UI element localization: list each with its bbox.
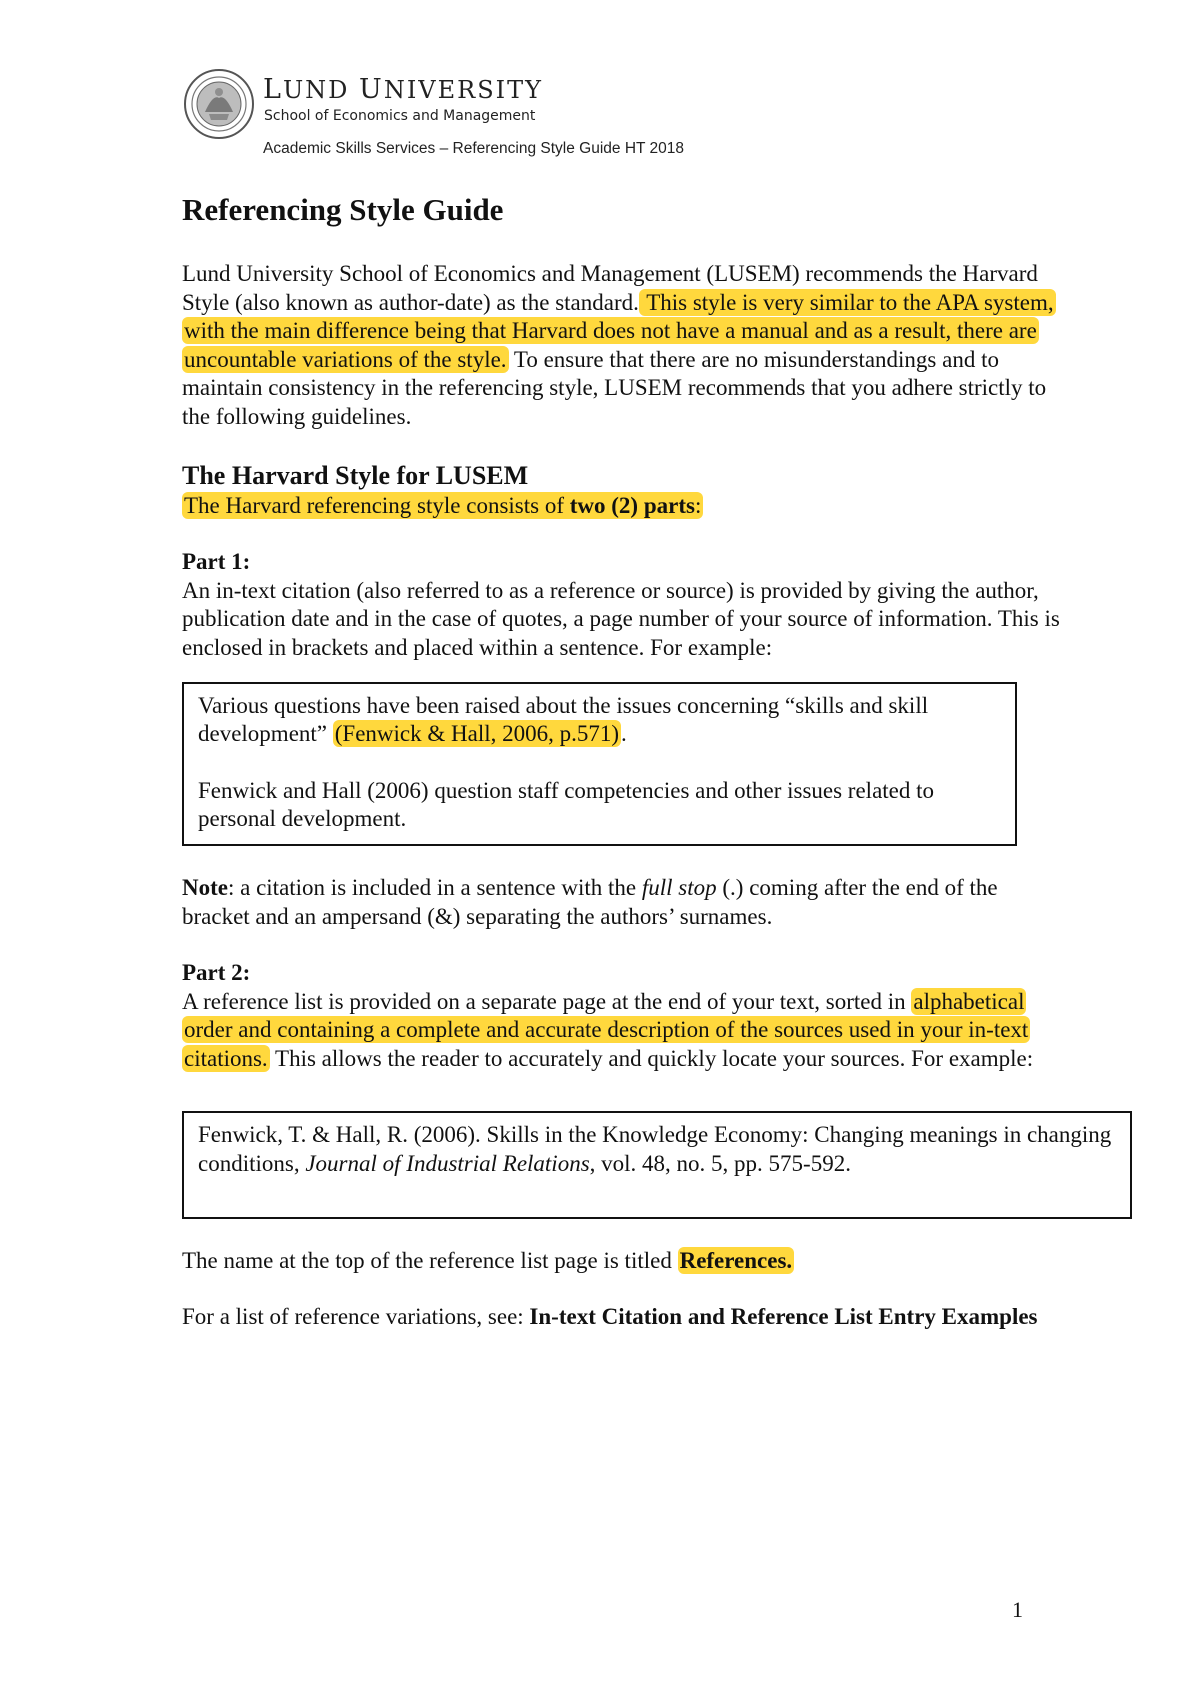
highlight: (Fenwick & Hall, 2006, p.571): [334, 721, 620, 747]
part1-heading: Part 1:: [182, 549, 251, 575]
references-title-note: The name at the top of the reference list page is titled References.: [182, 1247, 793, 1273]
highlight: The Harvard referencing style consists of two (2) parts:: [184, 492, 702, 518]
running-header: Academic Skills Services – Referencing Style Guide HT 2018: [263, 140, 684, 157]
in-text-example-box: [182, 682, 1017, 846]
university-name: LUND UNIVERSITY: [263, 74, 543, 105]
section-lead: [182, 492, 1062, 521]
university-seal-icon: [183, 68, 255, 140]
highlight: References.: [679, 1247, 793, 1273]
reference-example-box: [182, 1111, 1132, 1218]
part1-text: An in-text citation (also referred to as a reference or source) is provided by giving the author, publication date and in the case of quotes, a page number of your source of information. This is enclosed in brackets and placed within a sentence. For example:: [182, 577, 1060, 660]
note-paragraph: Note: a citation is included in a sentence with the full stop (.) coming after the end of the bracket and an ampersand (&) separating the authors’ surnames.: [182, 874, 998, 929]
highlight: alphabetical order and containing a complete and accurate description of the sources used in your in-text citations.: [184, 988, 1029, 1071]
main-content: [182, 190, 1112, 1332]
section-heading: The Harvard Style for LUSEM: [182, 460, 529, 490]
examples-reference: In-text Citation and Reference List Entry Examples: [529, 1304, 1038, 1330]
highlight: This style is very similar to the APA system, with the main difference being that Harvard does not have a manual and as a result, there are uncountable variations of the style.: [184, 289, 1054, 372]
part2-heading: Part 2:: [182, 960, 251, 986]
school-name: School of Economics and Management: [264, 108, 536, 124]
variations-link-line: For a list of reference variations, see: In-text Citation and Reference List Entry Examples: [182, 1304, 1038, 1330]
reference-entry: Fenwick, T. & Hall, R. (2006). Skills in the Knowledge Economy: Changing meanings in changing conditions, Journal of Industrial Relations, vol. 48, no. 5, pp. 575-592.: [198, 1122, 1112, 1177]
example-citation-2: Fenwick and Hall (2006) question staff competencies and other issues related to personal development.: [198, 777, 935, 832]
intro-paragraph: Lund University School of Economics and Management (LUSEM) recommends the Harvard Style (also known as author-date) as the standard. This style is very similar to the APA system, with the main difference being that Harvard does not have a manual and as a result, there are uncountable variations of the style. To ensure that there are no misunderstandings and to maintain consistency in the referencing style, LUSEM recommends that you adhere strictly to the following guidelines.: [182, 261, 1054, 429]
part2-text: A reference list is provided on a separate page at the end of your text, sorted in alphabetical order and containing a complete and accurate description of the sources used in your in-text citations. This allows the reader to accurately and quickly locate your sources. For example:: [182, 988, 1034, 1071]
university-logo: [183, 68, 563, 148]
example-citation-1: Various questions have been raised about the issues concerning “skills and skill development” (Fenwick & Hall, 2006, p.571).: [198, 692, 929, 747]
page-title: Referencing Style Guide: [182, 192, 504, 227]
page-number: 1: [1012, 1597, 1023, 1622]
